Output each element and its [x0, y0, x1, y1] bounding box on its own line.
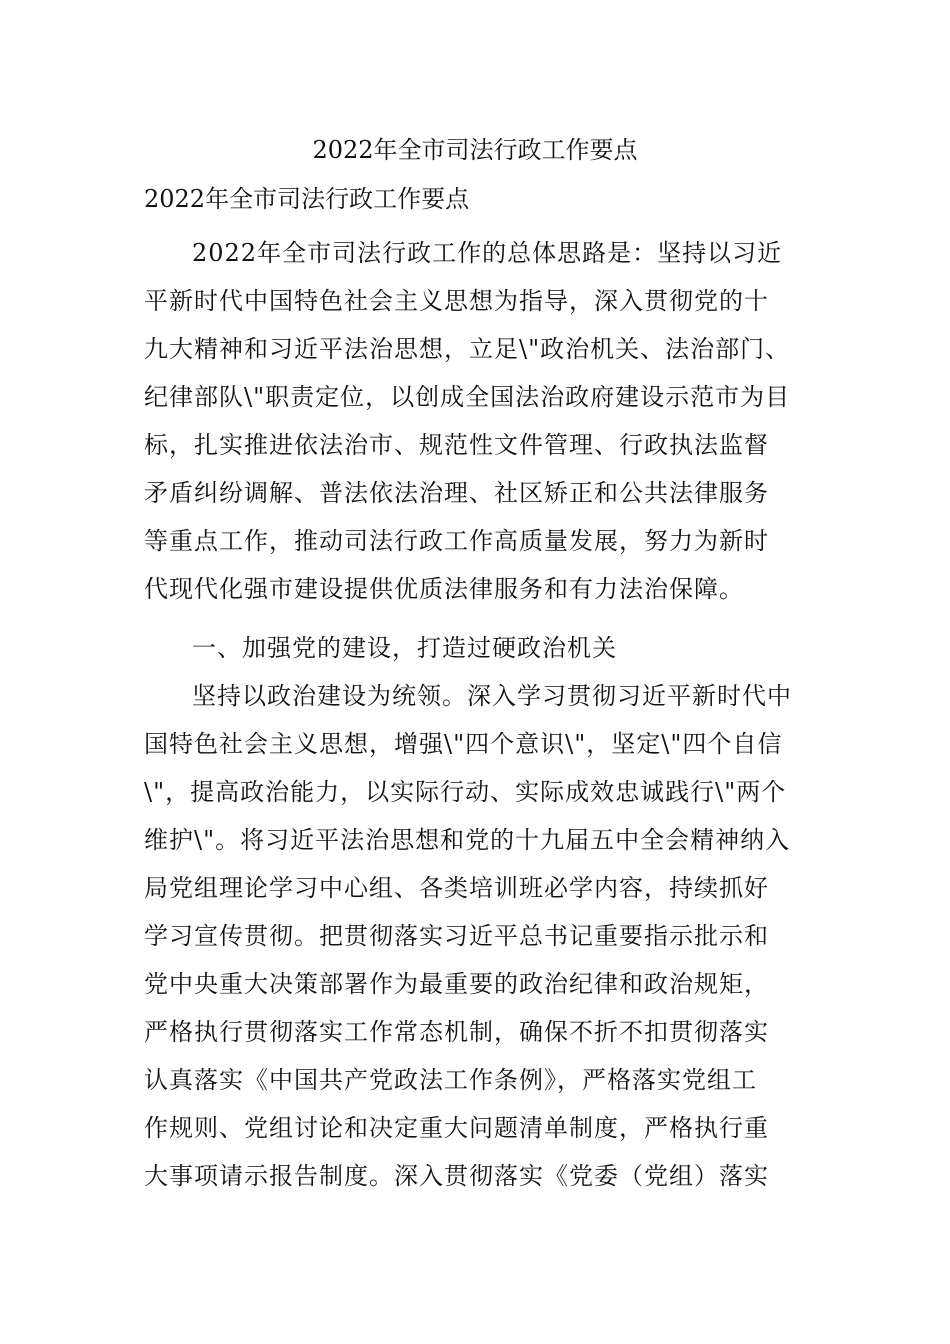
document-title: 2022年全市司法行政工作要点 — [312, 136, 638, 164]
paragraph-line: \"，提高政治能力，以实际行动、实际成效忠诚践行\"两个 — [144, 778, 787, 806]
paragraph-line: 坚持以政治建设为统领。深入学习贯彻习近平新时代中 — [192, 682, 792, 710]
paragraph-line: 严格执行贯彻落实工作常态机制，确保不折不扣贯彻落实 — [144, 1018, 769, 1046]
paragraph-line: 等重点工作，推动司法行政工作高质量发展，努力为新时 — [144, 527, 769, 555]
section-heading — [144, 624, 806, 672]
paragraph-line: 认真落实《中国共产党政法工作条例》，严格落实党组工 — [144, 1066, 757, 1094]
paragraph-line: 维护\"。将习近平法治思想和党的十九届五中全会精神纳入 — [144, 826, 791, 854]
paragraph-line: 纪律部队\"职责定位，以创成全国法治政府建设示范市为目 — [144, 383, 791, 411]
paragraph-line: 代现代化强市建设提供优质法律服务和有力法治保障。 — [144, 575, 744, 603]
paragraph-line: 党中央重大决策部署作为最重要的政治纪律和政治规矩， — [144, 970, 769, 998]
document-subtitle: 2022年全市司法行政工作要点 — [144, 185, 470, 213]
paragraph-line: 作规则、党组讨论和决定重大问题清单制度，严格执行重 — [144, 1114, 769, 1142]
paragraph-line: 2022年全市司法行政工作的总体思路是：坚持以习近 — [192, 239, 783, 267]
paragraph-line: 平新时代中国特色社会主义思想为指导，深入贯彻党的十 — [144, 287, 769, 315]
paragraph-line: 九大精神和习近平法治思想，立足\"政治机关、法治部门、 — [144, 335, 791, 363]
paragraph-line: 大事项请示报告制度。深入贯彻落实《党委（党组）落实 — [144, 1162, 769, 1190]
section-heading-text: 一、加强党的建设，打造过硬政治机关 — [192, 634, 617, 662]
paragraph-line: 矛盾纠纷调解、普法依法治理、社区矫正和公共法律服务 — [144, 479, 769, 507]
paragraph-line: 学习宣传贯彻。把贯彻落实习近平总书记重要指示批示和 — [144, 922, 769, 950]
section-paragraph — [144, 672, 806, 1200]
paragraph-line: 标，扎实推进依法治市、规范性文件管理、行政执法监督 — [144, 431, 769, 459]
intro-paragraph — [144, 229, 806, 613]
paragraph-line: 局党组理论学习中心组、各类培训班必学内容，持续抓好 — [144, 874, 769, 902]
paragraph-line: 国特色社会主义思想，增强\"四个意识\"，坚定\"四个自信 — [144, 730, 783, 758]
